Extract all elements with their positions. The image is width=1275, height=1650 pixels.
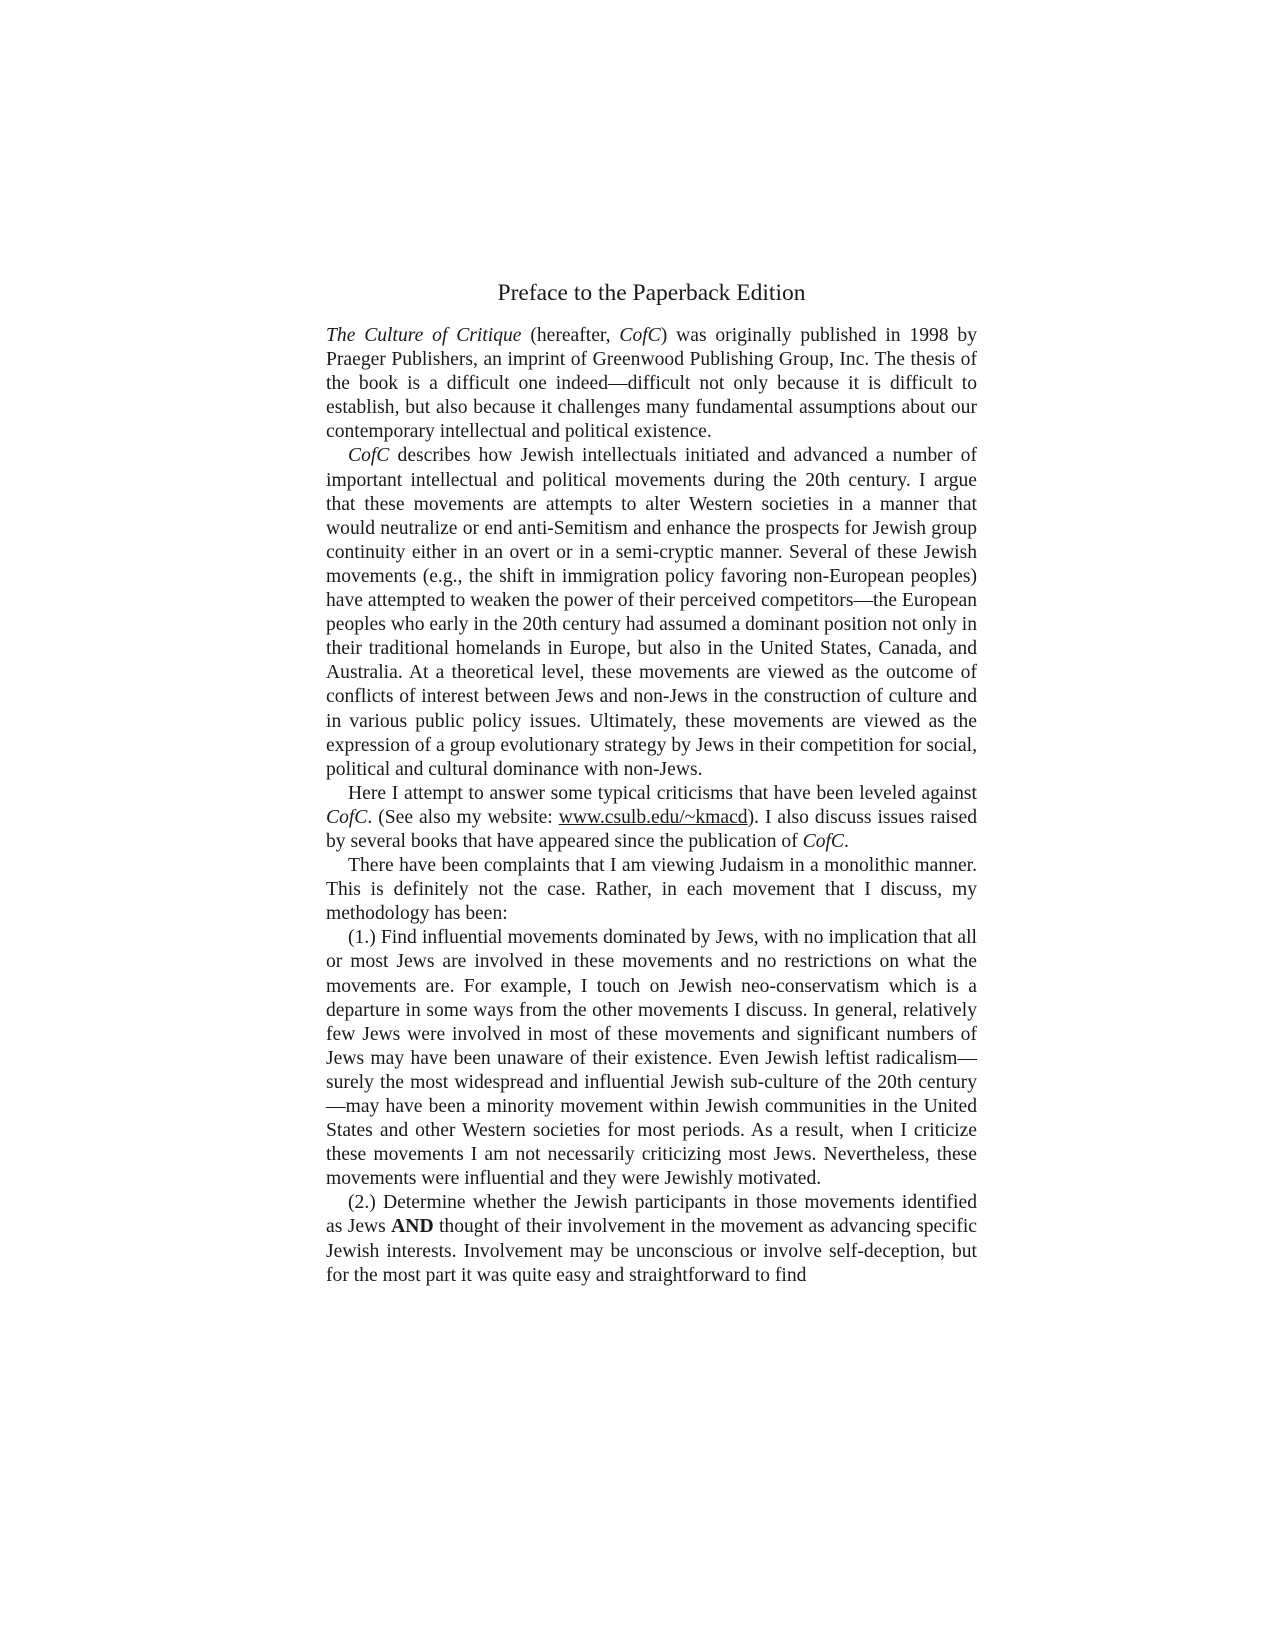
text-span: (hereafter, [521, 325, 620, 346]
text-span: ) was originally published in 1998 by Praeger Publishers, an imprint of Greenwood Publishing Group, Inc. The thesis of the book is a difficult one indeed—difficult not only because it is difficult to establish, but also because it challenges many fundamental assumptions about our contemporary intellectual and political existence. [326, 325, 977, 443]
document-page [326, 278, 977, 1288]
page-title: Preface to the Paperback Edition [497, 280, 806, 306]
text-span: thought of their involvement in the movement as advancing specific Jewish interests. Involvement may be unconscious or involve self-deception, but for the most part it was quite easy and straightforward to find [326, 1216, 977, 1286]
text-span: ). I also discuss issues raised by several books that have appeared since the publication of [326, 806, 977, 852]
abbreviation: CofC [802, 830, 845, 852]
emphasis-bold: AND [391, 1216, 434, 1238]
text-span: Here I attempt to answer some typical criticisms that have been leveled against [348, 782, 977, 804]
abbreviation: CofC [619, 325, 661, 346]
text-span: . [844, 830, 849, 852]
text-span: describes how Jewish intellectuals initiated and advanced a number of important intellectual and political movements during the 20th century. I argue that these movements are attempts to alter Western societies in a manner that would neutralize or end anti-Semitism and enhance the prospects for Jewish group continuity either in an overt or in a semi-cryptic manner. Several of these Jewish movements (e.g., the shift in immigration policy favoring non-European peoples) have attempted to weaken the power of their perceived competitors—the European peoples who early in the 20th century had assumed a dominant position not only in their traditional homelands in Europe, but also in the United States, Canada, and Australia. At a theoretical level, these movements are viewed as the outcome of conflicts of interest between Jews and non-Jews in the construction of culture and in various public policy issues. Ultimately, these movements are viewed as the expression of a group evolutionary strategy by Jews in their competition for social, political and cultural dominance with non-Jews. [326, 445, 977, 780]
abbreviation: CofC [326, 806, 368, 828]
paragraph-6 [326, 1191, 977, 1287]
paragraph-4: There have been complaints that I am viewing Judaism in a monolithic manner. This is definitely not the case. Rather, in each movement that I discuss, my methodology has been: [326, 855, 977, 925]
book-title: The Culture of Critique [326, 325, 522, 346]
text-span: (2.) Determine whether the Jewish participants in those movements identified as Jews [326, 1192, 977, 1238]
paragraph-1 [326, 324, 977, 444]
abbreviation: CofC [348, 445, 390, 467]
paragraph-2 [326, 444, 977, 781]
text-span: . (See also my website: [367, 806, 559, 828]
paragraph-3 [326, 782, 977, 854]
website-link[interactable]: www.csulb.edu/~kmacd [558, 806, 748, 828]
paragraph-5: (1.) Find influential movements dominated by Jews, with no implication that all or most Jews are involved in these movements and no restrictions on what the movements are. For example, I touch on Jewish neo-conservatism which is a departure in some ways from the other movements I discuss. In general, relatively few Jews were involved in most of these movements and significant numbers of Jews may have been unaware of their existence. Even Jewish leftist radicalism—surely the most widespread and influential Jewish sub-culture of the 20th century—may have been a minority movement within Jewish communities in the United States and other Western societies for most periods. As a result, when I criticize these movements I am not necessarily criticizing most Jews. Nevertheless, these movements were influential and they were Jewishly motivated. [326, 927, 977, 1190]
